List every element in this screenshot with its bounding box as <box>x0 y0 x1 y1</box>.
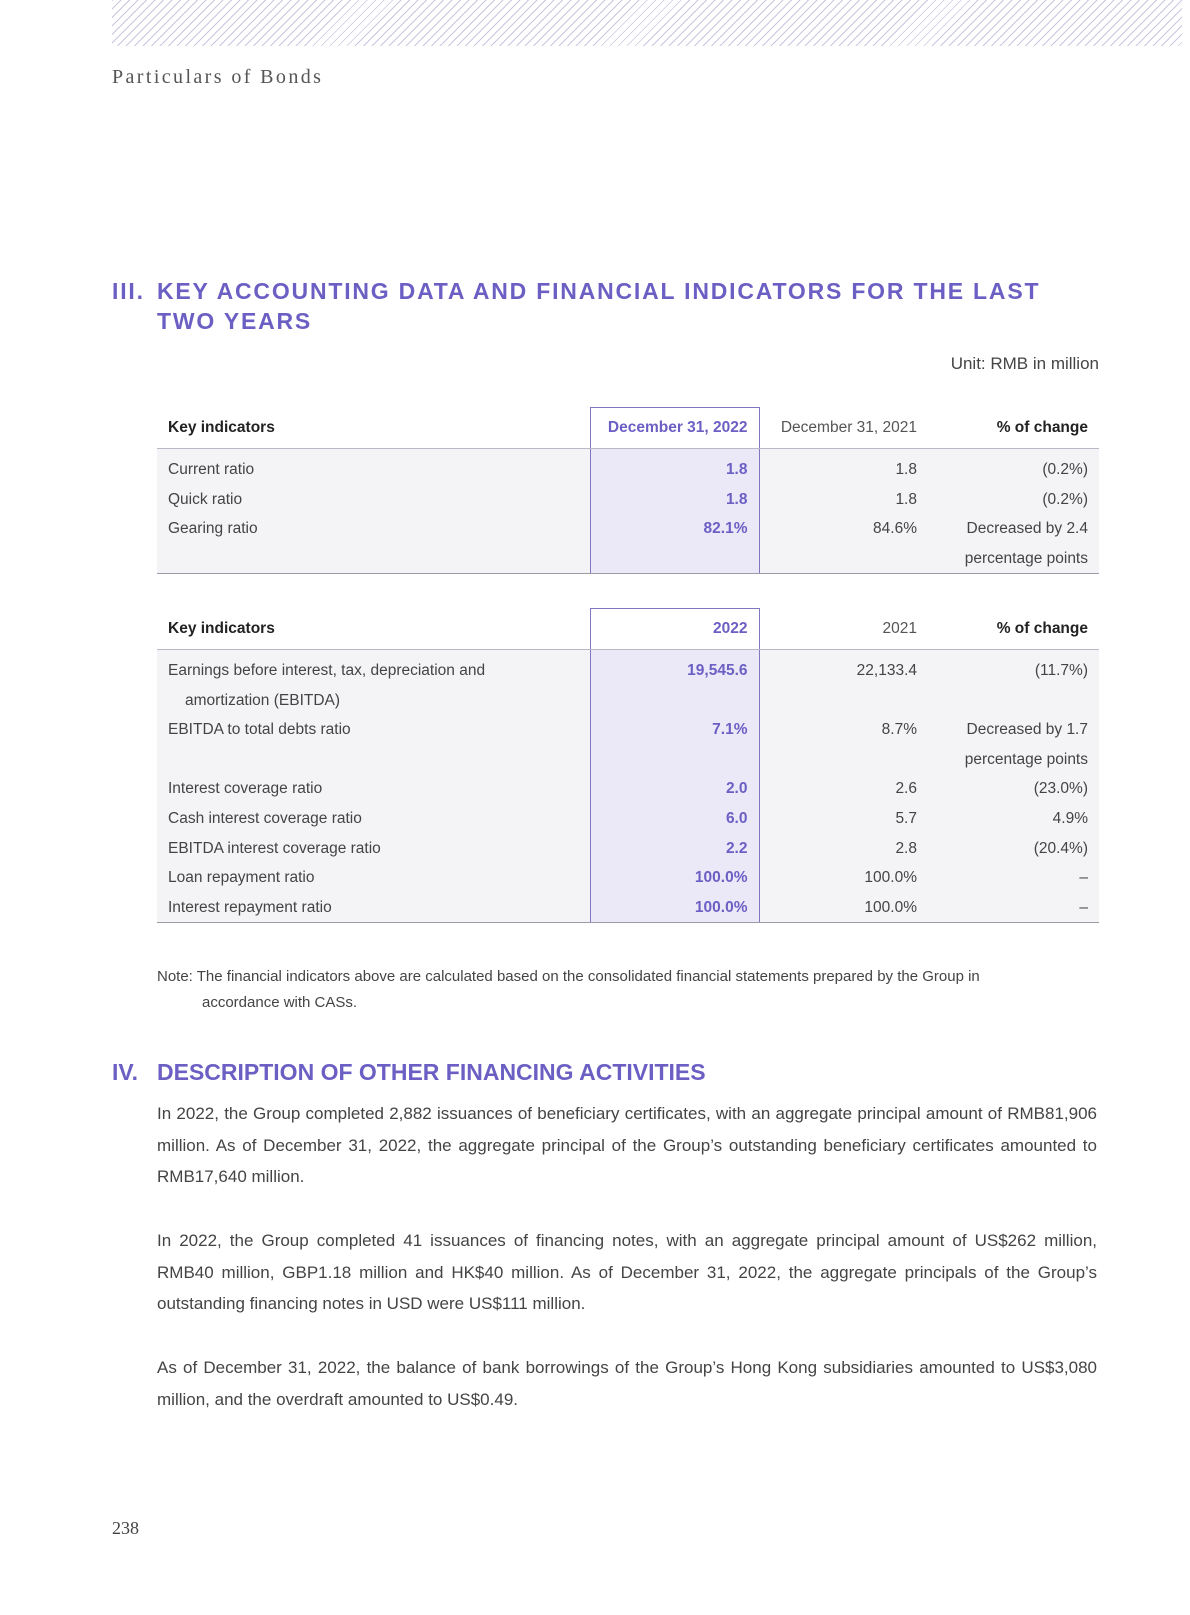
unit-label: Unit: RMB in million <box>950 354 1099 373</box>
paragraph-bank-borrowings: As of December 31, 2022, the balance of bank borrowings of the Group’s Hong Kong subsidiaries amounted to US$3,080 million, and the overdraft amounted to US$0.49. <box>157 1358 1097 1409</box>
header-key-indicators: Key indicators <box>157 609 590 650</box>
table-row <box>157 449 1099 485</box>
row-previous: 1.8 <box>759 449 928 485</box>
header-key-indicators: Key indicators <box>157 408 590 449</box>
page-number: 238 <box>112 1518 139 1538</box>
row-current-empty <box>590 745 759 775</box>
row-label: Loan repayment ratio <box>157 863 590 893</box>
row-previous: 1.8 <box>759 485 928 515</box>
table-row <box>157 804 1099 834</box>
row-change: (0.2%) <box>928 449 1099 485</box>
row-label: Quick ratio <box>157 485 590 515</box>
ratios-table <box>157 407 1099 574</box>
header-change: % of change <box>928 408 1099 449</box>
row-previous: 100.0% <box>759 893 928 923</box>
row-previous: 22,133.4 <box>759 650 928 686</box>
table-row <box>157 514 1099 544</box>
table-row <box>157 863 1099 893</box>
row-previous: 2.6 <box>759 774 928 804</box>
paragraph-beneficiary-certificates: In 2022, the Group completed 2,882 issuances of beneficiary certificates, with an aggregate principal amount of RMB81,906 million. As of December 31, 2022, the aggregate principal of the Group’s outstanding beneficiary certificates amounted to RMB17,640 million. <box>157 1104 1097 1187</box>
row-current: 6.0 <box>590 804 759 834</box>
section-4-heading <box>112 1057 1102 1087</box>
row-current: 2.2 <box>590 834 759 864</box>
table-row <box>157 774 1099 804</box>
row-change: Decreased by 1.7 <box>928 715 1099 745</box>
header-current-year: 2022 <box>590 609 759 650</box>
table-row <box>157 650 1099 686</box>
running-header: Particulars of Bonds <box>112 66 324 88</box>
row-change: (20.4%) <box>928 834 1099 864</box>
row-change: (23.0%) <box>928 774 1099 804</box>
header-change: % of change <box>928 609 1099 650</box>
row-change: – <box>928 893 1099 923</box>
table-header-row <box>157 609 1099 650</box>
row-label: Cash interest coverage ratio <box>157 804 590 834</box>
row-change: (0.2%) <box>928 485 1099 515</box>
row-change-empty <box>928 686 1099 716</box>
table-row <box>157 715 1099 745</box>
note-text-continuation: accordance with CASs. <box>202 994 358 1011</box>
table-row-continuation <box>157 686 1099 716</box>
table-row <box>157 485 1099 515</box>
row-change: 4.9% <box>928 804 1099 834</box>
row-previous: 8.7% <box>759 715 928 745</box>
table-row <box>157 893 1099 923</box>
section-3-number: III. <box>112 278 145 304</box>
row-label: Current ratio <box>157 449 590 485</box>
row-current: 19,545.6 <box>590 650 759 686</box>
table-header-row <box>157 408 1099 449</box>
table-row-continuation <box>157 544 1099 574</box>
row-previous-empty <box>759 745 928 775</box>
row-label-continuation: amortization (EBITDA) <box>157 686 590 716</box>
row-previous: 100.0% <box>759 863 928 893</box>
row-current: 82.1% <box>590 514 759 544</box>
paragraph-financing-notes: In 2022, the Group completed 41 issuances of financing notes, with an aggregate principal amount of US$262 million, RMB40 million, GBP1.18 million and HK$40 million. As of December 31, 2022, the aggregate principals of the Group’s outstanding financing notes in USD were US$111 million. <box>157 1231 1097 1314</box>
row-label-empty <box>157 745 590 775</box>
row-current: 2.0 <box>590 774 759 804</box>
row-label: Interest coverage ratio <box>157 774 590 804</box>
row-change: Decreased by 2.4 <box>928 514 1099 544</box>
row-change: (11.7%) <box>928 650 1099 686</box>
row-change-continuation: percentage points <box>928 745 1099 775</box>
row-previous-empty <box>759 544 928 574</box>
table-row-continuation <box>157 745 1099 775</box>
row-change-continuation: percentage points <box>928 544 1099 574</box>
row-label-empty <box>157 544 590 574</box>
row-current: 7.1% <box>590 715 759 745</box>
note-text: The financial indicators above are calculated based on the consolidated financial statements prepared by the Group in <box>196 968 980 985</box>
decorative-hatch-band <box>112 0 1182 46</box>
table-note <box>157 964 1097 1016</box>
row-current-empty <box>590 686 759 716</box>
section-4-number: IV. <box>112 1059 139 1085</box>
row-current: 1.8 <box>590 449 759 485</box>
row-previous: 2.8 <box>759 834 928 864</box>
row-change: – <box>928 863 1099 893</box>
row-current: 100.0% <box>590 863 759 893</box>
row-current-empty <box>590 544 759 574</box>
row-label: EBITDA interest coverage ratio <box>157 834 590 864</box>
section-4-title: DESCRIPTION OF OTHER FINANCING ACTIVITIES <box>157 1059 706 1085</box>
ebitda-table <box>157 608 1099 923</box>
row-previous: 84.6% <box>759 514 928 544</box>
row-label: Earnings before interest, tax, depreciation and <box>157 650 590 686</box>
row-label: Gearing ratio <box>157 514 590 544</box>
row-previous-empty <box>759 686 928 716</box>
row-label: EBITDA to total debts ratio <box>157 715 590 745</box>
note-label: Note: <box>157 968 193 985</box>
row-label: Interest repayment ratio <box>157 893 590 923</box>
header-prior-period: December 31, 2021 <box>759 408 928 449</box>
table-row <box>157 834 1099 864</box>
header-current-period: December 31, 2022 <box>590 408 759 449</box>
header-prior-year: 2021 <box>759 609 928 650</box>
row-current: 1.8 <box>590 485 759 515</box>
row-previous: 5.7 <box>759 804 928 834</box>
section-3-title: KEY ACCOUNTING DATA AND FINANCIAL INDICATORS FOR THE LAST TWO YEARS <box>157 278 1041 334</box>
section-3-heading <box>112 276 1102 336</box>
row-current: 100.0% <box>590 893 759 923</box>
